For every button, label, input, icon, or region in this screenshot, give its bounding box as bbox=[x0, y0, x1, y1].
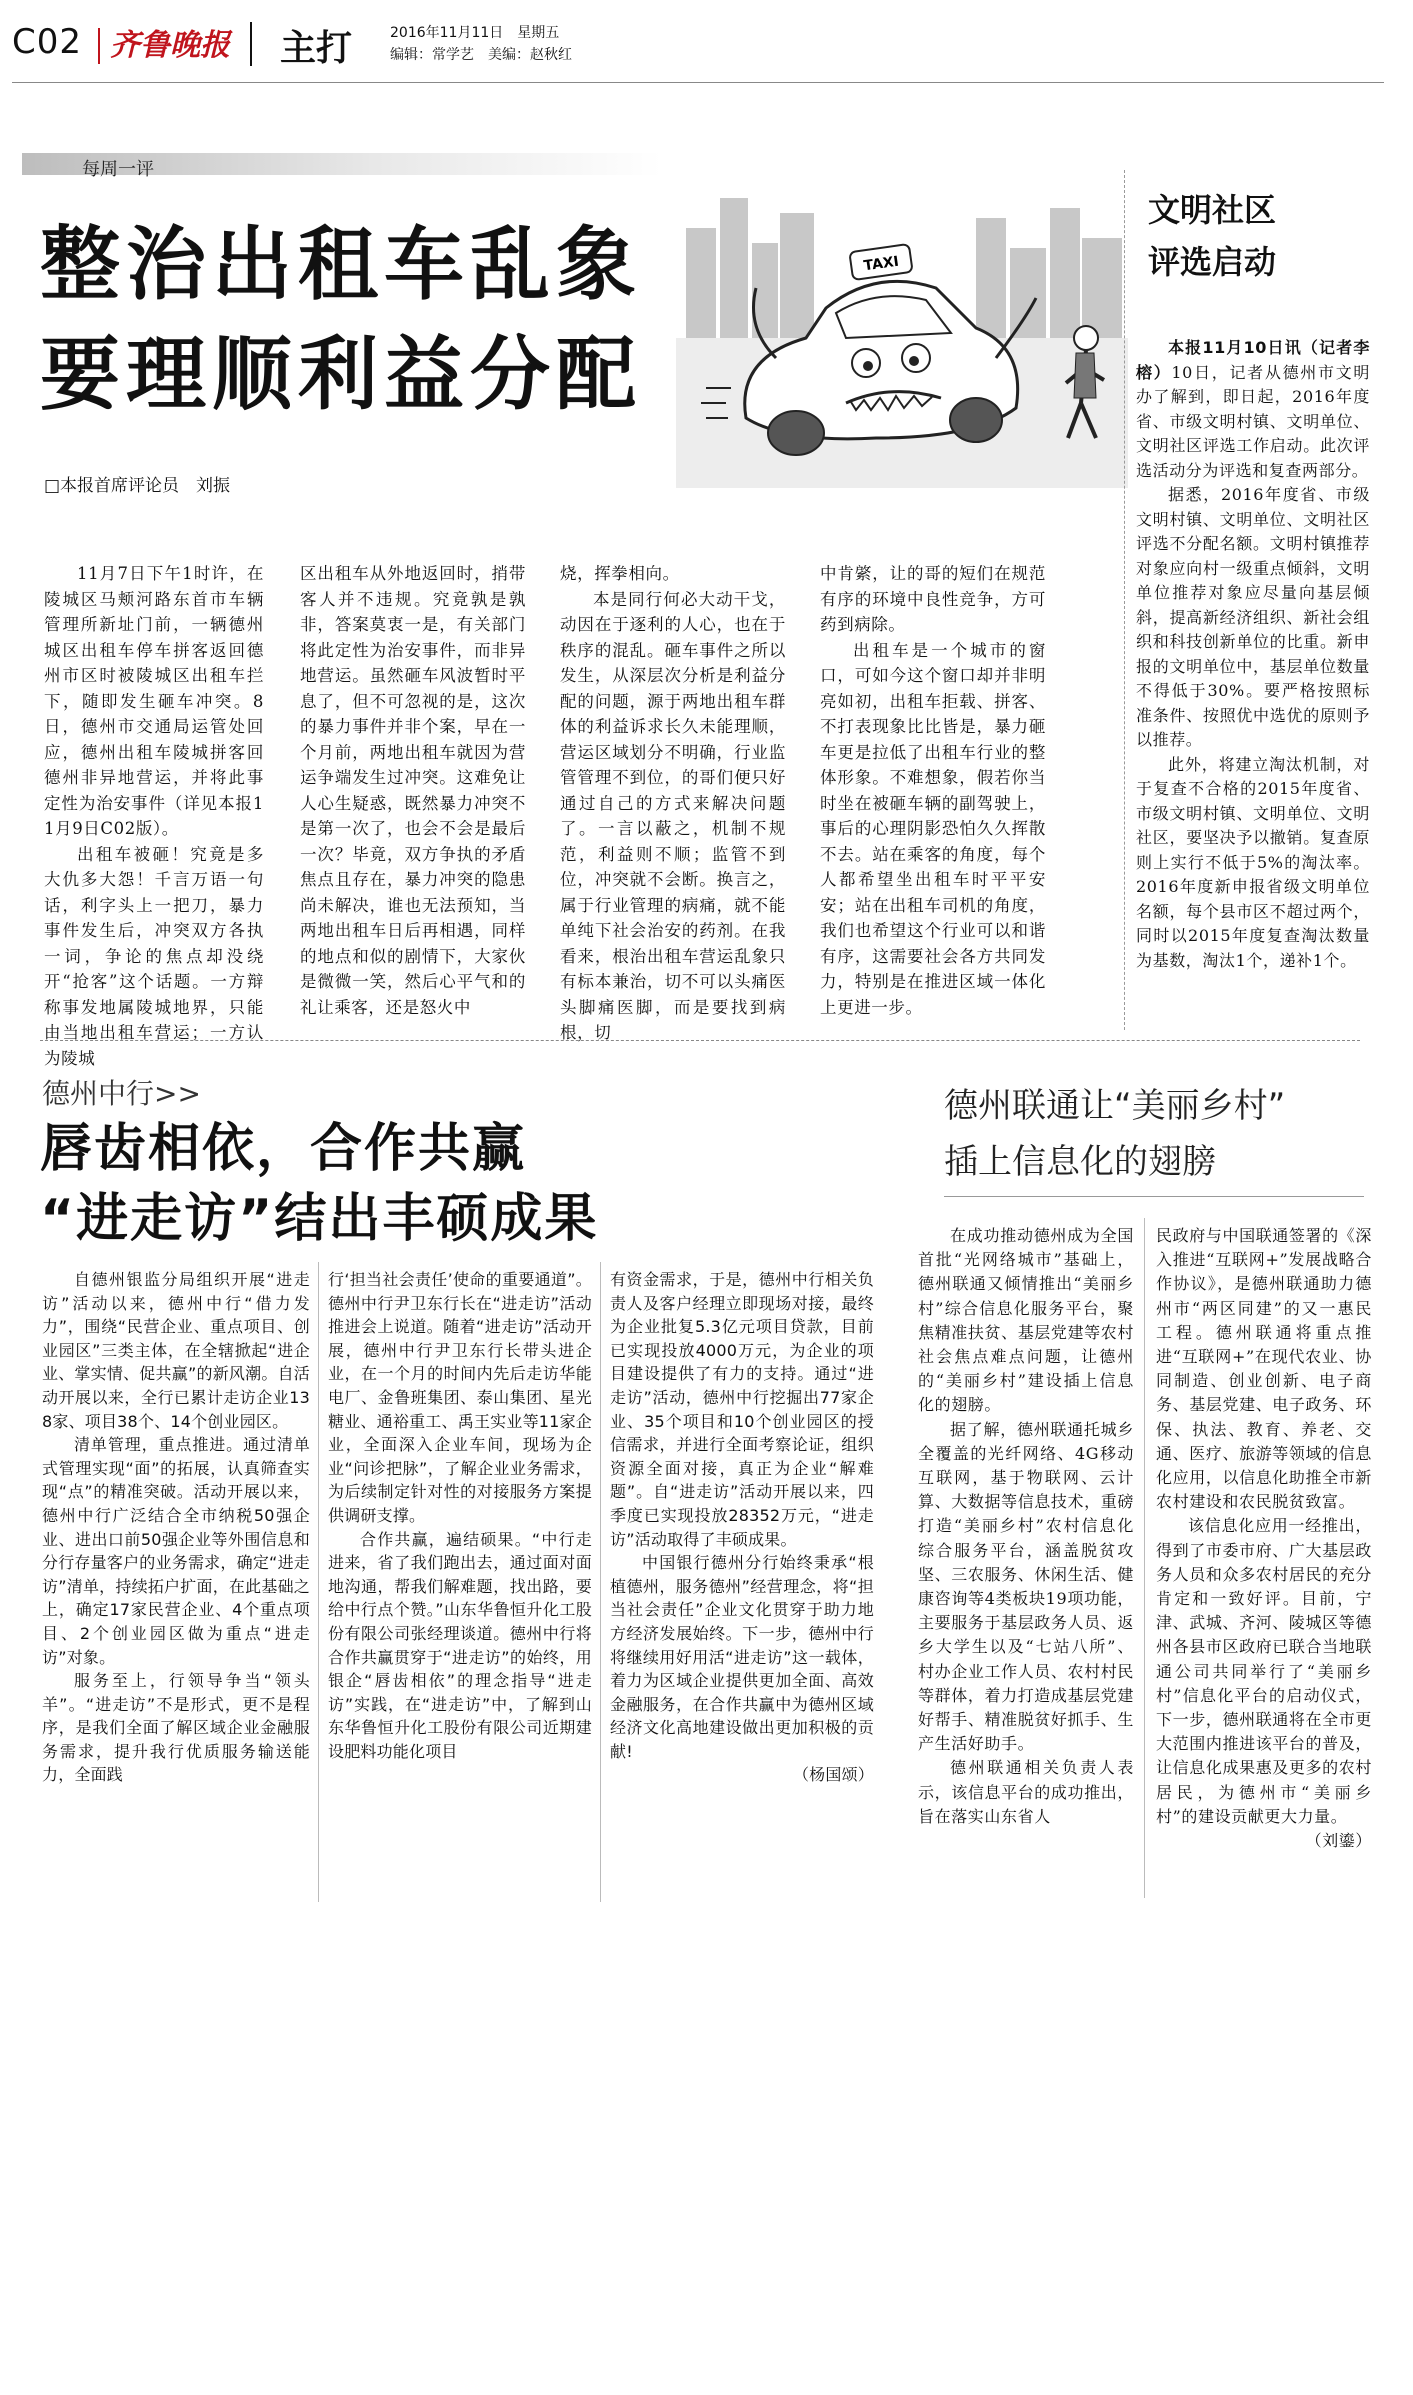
bank-column-2 bbox=[328, 1268, 592, 1908]
column-divider bbox=[600, 1262, 601, 1902]
unicom-column-2 bbox=[1156, 1224, 1372, 1904]
header-rule bbox=[12, 82, 1384, 83]
header-meta bbox=[390, 22, 572, 66]
paragraph: 烧，挥拳相向。 bbox=[560, 564, 680, 583]
paragraph: 本是同行何必大动干戈，动因在于逐利的人心，也在于秩序的混乱。砸车事件之所以发生，从深层次分析是利益分配的问题，源于两地出租车群体的利益诉求长久未能理顺，营运区域划分不明确，行业监管管理不到位，的哥们便只好通过自己的方式来解决问题了。一言以蔽之，机制不规范，利益则不顺；监管不到位，冲突就不会断。换言之，属于行业管理的病痛，就不能单纯下社会治安的药剂。在我看来，根治出租车营运乱象只有标本兼治，切不可以头痛医头脚痛医脚，而是要找到病根，切 bbox=[560, 589, 786, 1042]
taxi-sign-text: TAXI bbox=[862, 253, 900, 275]
headline-line: 要理顺利益分配 bbox=[40, 328, 642, 421]
civilized-community-body bbox=[1136, 336, 1370, 1016]
editor-credits: 编辑：常学艺 美编：赵秋红 bbox=[390, 47, 572, 63]
bank-kicker: 德州中行>> bbox=[42, 1077, 201, 1110]
commentary-column-3 bbox=[560, 561, 786, 1042]
paragraph: 据悉，2016年度省、市级文明村镇、文明单位、文明社区评选不分配名额。文明村镇推荐对象应向村一级重点倾斜，文明单位推荐对象应尽量向基层倾斜，提高新经济组织、新社会组织和科技创新单位的比重。新申报的文明单位中，基层单位数量不得低于30%。要严格按照标准条件、按照优中选优的原则予以推荐。 bbox=[1136, 485, 1370, 749]
column-label: 每周一评 bbox=[82, 159, 154, 180]
column-divider bbox=[1124, 170, 1125, 1030]
bank-column-3 bbox=[610, 1268, 874, 1908]
paragraph: 清单管理，重点推进。通过清单式管理实现“面”的拓展，认真筛查实现“点”的精准突破。活动开展以来，德州中行广泛结合全市纳税50强企业、进出口前50强企业等外围信息和分行存量客户的业务需求，确定“进走访”清单，持续拓户扩面，在此基础之上，确定17家民营企业、4个重点项目、2个创业园区做为重点“进走访”对象。 bbox=[42, 1435, 310, 1667]
commentary-column-4 bbox=[820, 561, 1046, 1017]
headline-line: 德州联通让“美丽乡村” bbox=[944, 1086, 1286, 1126]
header-divider bbox=[98, 28, 100, 64]
paragraph: 据了解，德州联通托城乡全覆盖的光纤网络、4G移动互联网，基于物联网、云计算、大数据等信息技术，重磅打造“美丽乡村”农村信息化综合服务平台，涵盖脱贫攻坚、三农服务、休闲生活、健康咨询等4类板块19项功能，主要服务于基层政务人员、返乡大学生以及“七站八所”、村办企业工作人员、农村村民等群体，着力打造成基层党建好帮手、精准脱贫好抓手、生产生活好助手。 bbox=[918, 1419, 1134, 1754]
paragraph: 区出租车从外地返回时，捎带客人并不违规。究竟孰是孰非，答案莫衷一是，有关部门将此定性为治安事件，而非异地营运。虽然砸车风波暂时平息了，但不可忽视的是，这次的暴力事件并非个案，早在一个月前，两地出租车就因为营运争端发生过冲突。这难免让人心生疑惑，既然暴力冲突不是第一次了，也会不会是最后一次？毕竟，双方争执的矛盾焦点且存在，暴力冲突的隐患尚未解决，谁也无法预知，当两地出租车日后再相遇，同样的地点和似的剧情下，大家伙是微微一笑，然后心平气和的礼让乘客，还是怒火中 bbox=[300, 564, 526, 1017]
headline-line: 整治出租车乱象 bbox=[40, 218, 642, 311]
headline-rule bbox=[944, 1196, 1364, 1197]
paragraph: 服务至上，行领导争当“领头羊”。“进走访”不是形式，更不是程序，是我们全面了解区域企业金融服务需求，提升我行优质服务输送能力，全面践 bbox=[42, 1671, 310, 1785]
header-divider bbox=[250, 22, 252, 66]
page-number: C02 bbox=[12, 22, 83, 62]
paragraph: 中肯綮，让的哥的短们在规范有序的环境中良性竞争，方可药到病除。 bbox=[820, 564, 1046, 634]
civilized-community-headline bbox=[1148, 184, 1276, 288]
headline-line: 唇齿相依，合作共赢 bbox=[40, 1119, 527, 1179]
bank-headline bbox=[40, 1114, 598, 1254]
headline-line: 插上信息化的翅膀 bbox=[944, 1142, 1216, 1182]
issue-date: 2016年11月11日 星期五 bbox=[390, 25, 560, 41]
paragraph: 中国银行德州分行始终秉承“根植德州，服务德州”经营理念，将“担当社会责任”企业文化贯穿于助力地方经济发展始终。下一步，德州中行将继续用好用活“进走访”这一载体，着力为区域企业提供更加全面、高效金融服务，在合作共赢中为德州区域经济文化高地建设做出更加积极的贡献! bbox=[610, 1553, 874, 1761]
paragraph: 此外，将建立淘汰机制，对于复查不合格的2015年度省、市级文明村镇、文明单位、文明社区，要坚决予以撤销。复查原则上实行不低于5%的淘汰率。2016年度新申报省级文明单位名额，每个县市区不超过两个，同时以2015年度复查淘汰数量为基数，淘汰1个，递补1个。 bbox=[1136, 754, 1370, 970]
section-divider bbox=[40, 1040, 1360, 1041]
headline-line: 评选启动 bbox=[1148, 243, 1277, 281]
paragraph: 自德州银监分局组织开展“进走访”活动以来，德州中行“借力发力”，围绕“民营企业、重点项目、创业园区”三类主体，在全辖掀起“进企业、掌实情、促共赢”的新风潮。自活动开展以来，全行已累计走访企业138家、项目38个、14个创业园区。 bbox=[42, 1270, 310, 1431]
bank-column-1 bbox=[42, 1268, 310, 1908]
paragraph: 有资金需求，于是，德州中行相关负责人及客户经理立即现场对接，最终为企业批复5.3亿元项目贷款，目前已实现投放4000万元，为企业的项目建设提供了有力的支持。通过“进走访”活动，德州中行挖掘出77家企业、35个项目和10个创业园区的授信需求，并进行全面考察论证，组织资源全面对接，真正为企业“解难题”。自“进走访”活动开展以来，四季度已实现投放28352万元，“进走访”活动取得了丰硕成果。 bbox=[610, 1270, 874, 1549]
paragraph: 该信息化应用一经推出，得到了市委市府、广大基层政务人员和众多农村居民的充分肯定和一致好评。目前，宁津、武城、齐河、陵城区等德州各县市区政府已联合当地联通公司共同举行了“美丽乡村”信息化平台的启动仪式，下一步，德州联通将在全市更大范围内推进该平台的普及，让信息化成果惠及更多的农村居民，为德州市“美丽乡村”的建设贡献更大力量。 bbox=[1156, 1516, 1372, 1826]
commentary-headline bbox=[40, 210, 642, 430]
headline-line: “进走访”结出丰硕成果 bbox=[40, 1189, 599, 1249]
unicom-column-1 bbox=[918, 1224, 1134, 1904]
dateline: 本报11月10日讯（记者李榕） bbox=[1136, 338, 1370, 382]
paragraph: 出租车被砸！究竟是多大仇多大怨！千言万语一句话，利字头上一把刀，暴力事件发生后，冲突双方各执一词，争论的焦点却没绕开“抢客”这个话题。一方辩称事发地属陵城地界，只能由当地出租车营运；一方认为陵城 bbox=[44, 844, 264, 1068]
commentary-column-2 bbox=[300, 561, 526, 1017]
paragraph: 出租车是一个城市的窗口，可如今这个窗口却并非明亮如初，出租车拒载、拼客、不打表现象比比皆是，暴力砸车更是拉低了出租车行业的整体形象。不难想象，假若你当时坐在被砸车辆的副驾驶上，事后的心理阴影恐怕久久挥散不去。站在乘客的角度，每个人都希望坐出租车时平平安安；站在出租车司机的角度，我们也希望这个行业可以和谐有序，这需要社会各方共同发力，特别是在推进区域一体化上更进一步。 bbox=[820, 640, 1046, 1017]
paragraph: 在成功推动德州成为全国首批“光网络城市”基础上，德州联通又倾情推出“美丽乡村”综合信息化服务平台，聚焦精准扶贫、基层党建等农村社会焦点难点问题，让德州的“美丽乡村”建设插上信息化的翅膀。 bbox=[918, 1226, 1134, 1415]
paragraph: 民政府与中国联通签署的《深入推进“互联网+”发展战略合作协议》，是德州联通助力德州市“两区同建”的又一惠民工程。德州联通将重点推进“互联网+”在现代农业、协同制造、创业创新、电子商务、基层党建、电子政务、环保、执法、教育、养老、交通、医疗、旅游等领域的信息化应用，以信息化助推全市新农村建设和农民脱贫致富。 bbox=[1156, 1226, 1372, 1512]
commentary-byline: □本报首席评论员 刘振 bbox=[44, 476, 231, 496]
bank-byline: （杨国颂） bbox=[792, 1765, 874, 1785]
column-divider bbox=[1144, 1218, 1145, 1898]
paragraph: 合作共赢，遍结硕果。“中行走进来，省了我们跑出去，通过面对面地沟通，帮我们解难题，找出路，要给中行点个赞。”山东华鲁恒升化工股份有限公司张经理谈道。德州中行将合作共赢贯穿于“进走访”的始终，用银企“唇齿相依”的理念指导“进走访”实践，在“进走访”中，了解到山东华鲁恒升化工股份有限公司近期建设肥料功能化项目 bbox=[328, 1529, 592, 1761]
headline-line: 文明社区 bbox=[1148, 191, 1277, 229]
column-divider bbox=[318, 1262, 319, 1902]
unicom-headline bbox=[944, 1078, 1285, 1190]
commentary-column-1 bbox=[44, 561, 264, 1068]
paragraph: 11月7日下午1时许，在陵城区马颊河路东首市车辆管理所新址门前，一辆德州城区出租车停车拼客返回德州市区时被陵城区出租车拦下，随即发生砸车冲突。8日，德州市交通局运管处回应，德州出租车陵城拼客回德州非异地营运，并将此事定性为治安事件（详见本报11月9日C02版）。 bbox=[44, 564, 264, 838]
paragraph: 10日，记者从德州市文明办了解到，即日起，2016年度省、市级文明村镇、文明单位、文明社区评选工作启动。此次评选活动分为评选和复查两部分。 bbox=[1136, 362, 1370, 480]
section-title: 主打 bbox=[280, 28, 353, 69]
paragraph: 行‘担当社会责任’使命的重要通道”。德州中行尹卫东行长在“进走访”活动推进会上说道。随着“进走访”活动开展，德州中行尹卫东行长带头进企业，在一个月的时间内先后走访华能电厂、金鲁班集团、泰山集团、星光糖业、通裕重工、禹王实业等11家企业，全面深入企业车间，现场为企业“问诊把脉”，了解企业业务需求，为后续制定针对性的对接服务方案提供调研支撑。 bbox=[328, 1270, 592, 1525]
unicom-byline: （刘鎏） bbox=[1305, 1831, 1372, 1851]
taxi-cartoon-illustration bbox=[676, 188, 1128, 490]
paragraph: 德州联通相关负责人表示，该信息平台的成功推出，旨在落实山东省人 bbox=[918, 1758, 1134, 1826]
newspaper-logo: 齐鲁晚报 bbox=[110, 28, 230, 63]
